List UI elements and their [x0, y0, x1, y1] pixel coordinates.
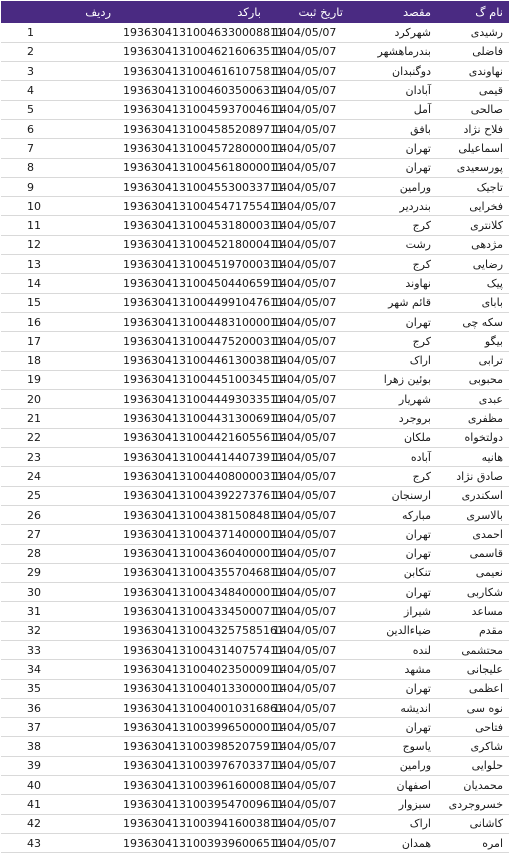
cell-barcode: 19363041310039396006511: [123, 836, 284, 850]
cell-barcode: 19363041310044991047611: [123, 296, 284, 310]
cell-date: 1404/05/07: [273, 45, 337, 59]
cell-barcode: 19363041310043484000011: [123, 585, 284, 599]
table-row[interactable]: [1, 293, 509, 312]
table-row[interactable]: [1, 718, 509, 737]
cell-destination: یاسوج: [402, 740, 431, 754]
cell-barcode: 19363041310045044065911: [123, 277, 284, 290]
cell-name: پورسعیدی: [456, 161, 503, 175]
header-row: [1, 1, 509, 23]
table-row[interactable]: [1, 795, 509, 814]
cell-name: نهاوندی: [468, 64, 503, 78]
cell-destination: شیراز: [404, 605, 431, 619]
cell-row-number: 43: [27, 836, 41, 850]
cell-name: محمدیان: [463, 778, 503, 792]
cell-name: محبوبی: [468, 373, 503, 387]
table-row[interactable]: [1, 23, 509, 42]
cell-destination: اصفهان: [396, 778, 431, 792]
cell-barcode: 19363041310039547009611: [123, 798, 284, 812]
cell-destination: بوئین زهرا: [383, 373, 431, 387]
cell-date: 1404/05/07: [273, 257, 337, 271]
cell-row-number: 1: [27, 25, 34, 39]
cell-destination: کرج: [412, 219, 431, 233]
cell-destination: ورامین: [399, 759, 431, 773]
table-row[interactable]: [1, 756, 509, 775]
cell-barcode: 19363041310043345000711: [123, 605, 284, 619]
cell-name: شاکری: [470, 740, 503, 754]
cell-row-number: 26: [27, 508, 41, 522]
cell-destination: ملکان: [403, 431, 431, 445]
cell-date: 1404/05/07: [273, 759, 337, 773]
cell-date: 1404/05/07: [273, 199, 337, 213]
cell-destination: نهاوند: [405, 277, 431, 290]
table-row[interactable]: [1, 370, 509, 389]
cell-destination: شهریار: [398, 392, 431, 406]
column-header-row[interactable]: ردیف: [85, 5, 111, 19]
cell-destination: تهران: [405, 315, 431, 329]
cell-date: 1404/05/07: [273, 720, 337, 734]
cell-row-number: 30: [27, 585, 41, 599]
cell-date: 1404/05/07: [273, 798, 337, 812]
table-row[interactable]: [1, 216, 509, 235]
cell-date: 1404/05/07: [273, 392, 337, 406]
cell-row-number: 4: [27, 84, 34, 98]
table-row[interactable]: [1, 139, 509, 158]
cell-date: 1404/05/07: [273, 624, 337, 638]
cell-destination: آمل: [413, 103, 431, 117]
column-header-destination[interactable]: مقصد: [403, 5, 431, 19]
cell-destination: اراک: [409, 354, 431, 368]
cell-date: 1404/05/07: [273, 701, 337, 715]
cell-row-number: 13: [27, 257, 41, 271]
cell-destination: مشهد: [404, 662, 431, 676]
cell-row-number: 36: [27, 701, 41, 715]
cell-row-number: 17: [27, 334, 41, 348]
cell-name: محتشمی: [461, 643, 503, 657]
cell-name: بابای: [481, 296, 503, 310]
table-row[interactable]: [1, 81, 509, 100]
table-body: [1, 23, 509, 853]
cell-barcode: 19363041310045728000011: [123, 141, 284, 155]
cell-barcode: 19363041310040010316861: [123, 701, 284, 715]
table-row[interactable]: [1, 621, 509, 640]
cell-destination: لنده: [412, 643, 431, 657]
cell-destination: سبزوار: [398, 798, 431, 812]
cell-date: 1404/05/07: [273, 740, 337, 754]
cell-date: 1404/05/07: [273, 334, 337, 348]
cell-barcode: 19363041310046330008811: [123, 25, 284, 39]
cell-row-number: 19: [27, 373, 41, 387]
table-row[interactable]: [1, 428, 509, 447]
cell-name: فتاحی: [475, 720, 503, 734]
cell-destination: شهرکرد: [394, 25, 431, 39]
cell-date: 1404/05/07: [273, 219, 337, 233]
cell-date: 1404/05/07: [273, 450, 337, 464]
table-row[interactable]: [1, 119, 509, 138]
cell-barcode: 19363041310039416003811: [123, 817, 284, 831]
cell-destination: آبادان: [405, 84, 431, 98]
cell-barcode: 19363041310043714000011: [123, 527, 284, 541]
table-row[interactable]: [1, 602, 509, 621]
cell-date: 1404/05/07: [273, 25, 337, 39]
cell-barcode: 19363041310045471755411: [123, 199, 284, 213]
cell-name: سکه چی: [462, 315, 503, 329]
table-row[interactable]: [1, 390, 509, 409]
cell-row-number: 18: [27, 354, 41, 368]
cell-name: احمدی: [472, 527, 503, 541]
cell-name: اعظمی: [468, 682, 503, 696]
cell-row-number: 33: [27, 643, 41, 657]
cell-name: فاضلی: [472, 45, 503, 59]
cell-barcode: 19363041310044080000311: [123, 469, 284, 483]
cell-destination: بندرماهشهر: [377, 45, 431, 59]
table-row[interactable]: [1, 100, 509, 119]
cell-row-number: 31: [27, 605, 41, 619]
cell-barcode: 19363041310045197000311: [123, 257, 284, 271]
cell-name: خسروجردی: [448, 798, 503, 812]
shipments-table: [1, 1, 509, 853]
cell-barcode: 19363041310044493033511: [123, 392, 284, 406]
cell-name: امره: [482, 836, 503, 850]
cell-row-number: 27: [27, 527, 41, 541]
cell-destination: تهران: [405, 547, 431, 561]
cell-date: 1404/05/07: [273, 643, 337, 657]
cell-barcode: 19363041310043815084811: [123, 508, 284, 522]
cell-row-number: 15: [27, 296, 41, 310]
cell-row-number: 25: [27, 489, 41, 503]
cell-row-number: 7: [27, 141, 34, 155]
cell-row-number: 16: [27, 315, 41, 329]
cell-date: 1404/05/07: [273, 180, 337, 194]
cell-name: قیمی: [478, 84, 503, 98]
cell-date: 1404/05/07: [273, 412, 337, 426]
table-row[interactable]: [1, 833, 509, 852]
cell-name: نوه سی: [466, 701, 503, 715]
cell-name: رشیدی: [470, 25, 503, 39]
cell-barcode: 19363041310040235000911: [123, 662, 284, 676]
cell-destination: تهران: [405, 161, 431, 175]
cell-date: 1404/05/07: [273, 277, 337, 290]
cell-barcode: 19363041310044510034511: [123, 373, 284, 387]
cell-destination: بندردیر: [399, 199, 431, 213]
cell-date: 1404/05/07: [273, 431, 337, 445]
table-row[interactable]: [1, 312, 509, 331]
cell-name: شکاربی: [466, 585, 503, 599]
table-row[interactable]: [1, 698, 509, 717]
cell-destination: ارسنجان: [391, 489, 431, 503]
cell-name: قاسمی: [469, 547, 503, 561]
cell-barcode: 19363041310043922737611: [123, 489, 284, 503]
shipments-table-container: [1, 1, 509, 857]
cell-name: صادق نژاد: [456, 469, 503, 483]
cell-date: 1404/05/07: [273, 296, 337, 310]
cell-name: تاجیک: [476, 180, 503, 194]
cell-barcode: 19363041310044613003811: [123, 354, 284, 368]
cell-name: دولتخواه: [464, 431, 503, 445]
cell-row-number: 38: [27, 740, 41, 754]
cell-barcode: 19363041310046216063511: [123, 45, 284, 59]
cell-name: رضایی: [472, 257, 503, 271]
table-row[interactable]: [1, 197, 509, 216]
cell-date: 1404/05/07: [273, 585, 337, 599]
cell-date: 1404/05/07: [273, 103, 337, 117]
table-row[interactable]: [1, 274, 509, 293]
cell-barcode: 19363041310044216055611: [123, 431, 284, 445]
cell-destination: ضیاءالدین: [386, 624, 431, 638]
table-row[interactable]: [1, 467, 509, 486]
cell-row-number: 35: [27, 682, 41, 696]
cell-barcode: 19363041310043257585161: [123, 624, 284, 638]
cell-destination: تهران: [405, 527, 431, 541]
cell-destination: قائم شهر: [388, 296, 431, 310]
table-row[interactable]: [1, 525, 509, 544]
cell-name: مساعد: [471, 605, 503, 619]
cell-name: اسکندری: [461, 489, 503, 503]
cell-destination: کرج: [412, 334, 431, 348]
cell-barcode: 19363041310045852089711: [123, 122, 284, 136]
cell-destination: تنکابن: [403, 566, 431, 580]
cell-barcode: 19363041310045937004611: [123, 103, 284, 117]
cell-name: فخرایی: [469, 199, 503, 213]
table-row[interactable]: [1, 158, 509, 177]
table-row[interactable]: [1, 177, 509, 196]
cell-date: 1404/05/07: [273, 508, 337, 522]
column-header-name[interactable]: نام گ: [475, 5, 503, 19]
cell-destination: رشت: [405, 238, 431, 252]
cell-barcode: 19363041310044144073911: [123, 450, 284, 464]
cell-row-number: 24: [27, 469, 41, 483]
cell-date: 1404/05/07: [273, 778, 337, 792]
table-row[interactable]: [1, 776, 509, 795]
cell-date: 1404/05/07: [273, 141, 337, 155]
cell-row-number: 39: [27, 759, 41, 773]
cell-barcode: 19363041310045530033711: [123, 180, 284, 194]
cell-destination: همدان: [401, 836, 431, 850]
cell-row-number: 5: [27, 103, 34, 117]
cell-row-number: 20: [27, 392, 41, 406]
cell-name: حلوایی: [471, 759, 503, 773]
cell-date: 1404/05/07: [273, 836, 337, 850]
cell-destination: کرج: [412, 257, 431, 271]
cell-barcode: 19363041310046161075811: [123, 64, 284, 78]
cell-date: 1404/05/07: [273, 161, 337, 175]
cell-name: بالاسری: [466, 508, 503, 522]
cell-barcode: 19363041310044752000311: [123, 334, 284, 348]
table-row[interactable]: [1, 563, 509, 582]
cell-destination: بروجرد: [398, 412, 431, 426]
cell-row-number: 42: [27, 817, 41, 831]
cell-barcode: 19363041310045218000411: [123, 238, 284, 252]
cell-row-number: 8: [27, 161, 34, 175]
cell-row-number: 3: [27, 64, 34, 78]
cell-date: 1404/05/07: [273, 354, 337, 368]
cell-row-number: 10: [27, 199, 41, 213]
cell-row-number: 37: [27, 720, 41, 734]
cell-name: بیگو: [484, 334, 503, 348]
cell-barcode: 19363041310044831000011: [123, 315, 284, 329]
cell-barcode: 19363041310039852075911: [123, 740, 284, 754]
table-row[interactable]: [1, 62, 509, 81]
cell-destination: دوگنبدان: [392, 64, 431, 78]
cell-row-number: 9: [27, 180, 34, 194]
table-header: [1, 1, 509, 23]
cell-barcode: 19363041310043140757411: [123, 643, 284, 657]
cell-date: 1404/05/07: [273, 566, 337, 580]
table-row[interactable]: [1, 583, 509, 602]
cell-row-number: 23: [27, 450, 41, 464]
cell-row-number: 40: [27, 778, 41, 792]
cell-name: اسماعیلی: [458, 141, 503, 155]
table-row[interactable]: [1, 332, 509, 351]
cell-name: مظفری: [467, 412, 503, 426]
cell-name: مقدم: [478, 624, 503, 638]
cell-barcode: 19363041310039767033711: [123, 759, 284, 773]
cell-date: 1404/05/07: [273, 662, 337, 676]
cell-destination: اراک: [409, 817, 431, 831]
cell-date: 1404/05/07: [273, 238, 337, 252]
cell-name: پیک: [486, 277, 503, 290]
cell-name: صالحی: [470, 103, 503, 117]
cell-row-number: 2: [27, 45, 34, 59]
table-row[interactable]: [1, 679, 509, 698]
cell-name: نعیمی: [475, 566, 503, 580]
cell-row-number: 21: [27, 412, 41, 426]
cell-date: 1404/05/07: [273, 373, 337, 387]
table-row[interactable]: [1, 737, 509, 756]
cell-name: مژدهی: [471, 238, 503, 252]
cell-destination: کرج: [412, 469, 431, 483]
cell-destination: تهران: [405, 585, 431, 599]
cell-date: 1404/05/07: [273, 315, 337, 329]
cell-date: 1404/05/07: [273, 547, 337, 561]
table-row[interactable]: [1, 409, 509, 428]
cell-row-number: 29: [27, 566, 41, 580]
cell-destination: تهران: [405, 682, 431, 696]
cell-destination: آباده: [410, 450, 431, 464]
cell-row-number: 12: [27, 238, 41, 252]
cell-barcode: 19363041310046035006311: [123, 84, 284, 98]
table-row[interactable]: [1, 641, 509, 660]
cell-row-number: 34: [27, 662, 41, 676]
cell-row-number: 32: [27, 624, 41, 638]
cell-destination: تهران: [405, 141, 431, 155]
cell-date: 1404/05/07: [273, 605, 337, 619]
cell-barcode: 19363041310040133000011: [123, 682, 284, 696]
table-row[interactable]: [1, 255, 509, 274]
cell-date: 1404/05/07: [273, 64, 337, 78]
cell-name: علیجانی: [466, 662, 503, 676]
table-row[interactable]: [1, 235, 509, 254]
cell-barcode: 19363041310045618000011: [123, 161, 284, 175]
column-header-date[interactable]: تاریخ ثبت: [298, 5, 343, 19]
table-row[interactable]: [1, 42, 509, 61]
cell-barcode: 19363041310039616000811: [123, 778, 284, 792]
cell-row-number: 41: [27, 798, 41, 812]
table-row[interactable]: [1, 814, 509, 833]
cell-row-number: 14: [27, 277, 41, 290]
table-row[interactable]: [1, 505, 509, 524]
table-row[interactable]: [1, 660, 509, 679]
cell-date: 1404/05/07: [273, 817, 337, 831]
cell-date: 1404/05/07: [273, 527, 337, 541]
cell-date: 1404/05/07: [273, 489, 337, 503]
cell-date: 1404/05/07: [273, 682, 337, 696]
cell-barcode: 19363041310045318000311: [123, 219, 284, 233]
cell-date: 1404/05/07: [273, 122, 337, 136]
cell-destination: بافق: [410, 122, 431, 136]
cell-barcode: 19363041310039965000011: [123, 720, 284, 734]
cell-destination: ورامین: [399, 180, 431, 194]
cell-name: کلانتری: [470, 219, 503, 233]
table-row[interactable]: [1, 448, 509, 467]
cell-destination: تهران: [405, 720, 431, 734]
cell-barcode: 19363041310044313006911: [123, 412, 284, 426]
cell-date: 1404/05/07: [273, 469, 337, 483]
cell-date: 1404/05/07: [273, 84, 337, 98]
cell-name: کاشانی: [469, 817, 503, 831]
cell-row-number: 22: [27, 431, 41, 445]
cell-name: عبدی: [478, 392, 503, 406]
cell-row-number: 28: [27, 547, 41, 561]
cell-name: هانیه: [481, 450, 503, 464]
table-row[interactable]: [1, 486, 509, 505]
cell-barcode: 19363041310043557046811: [123, 566, 284, 580]
cell-destination: مبارکه: [401, 508, 431, 522]
table-row[interactable]: [1, 544, 509, 563]
column-header-barcode[interactable]: بارکد: [237, 5, 261, 19]
cell-destination: اندیشه: [400, 701, 431, 715]
table-row[interactable]: [1, 351, 509, 370]
cell-barcode: 19363041310043604000011: [123, 547, 284, 561]
cell-name: ترابی: [478, 354, 503, 368]
cell-row-number: 11: [27, 219, 41, 233]
cell-name: فلاح نژاد: [463, 122, 503, 136]
cell-row-number: 6: [27, 122, 34, 136]
